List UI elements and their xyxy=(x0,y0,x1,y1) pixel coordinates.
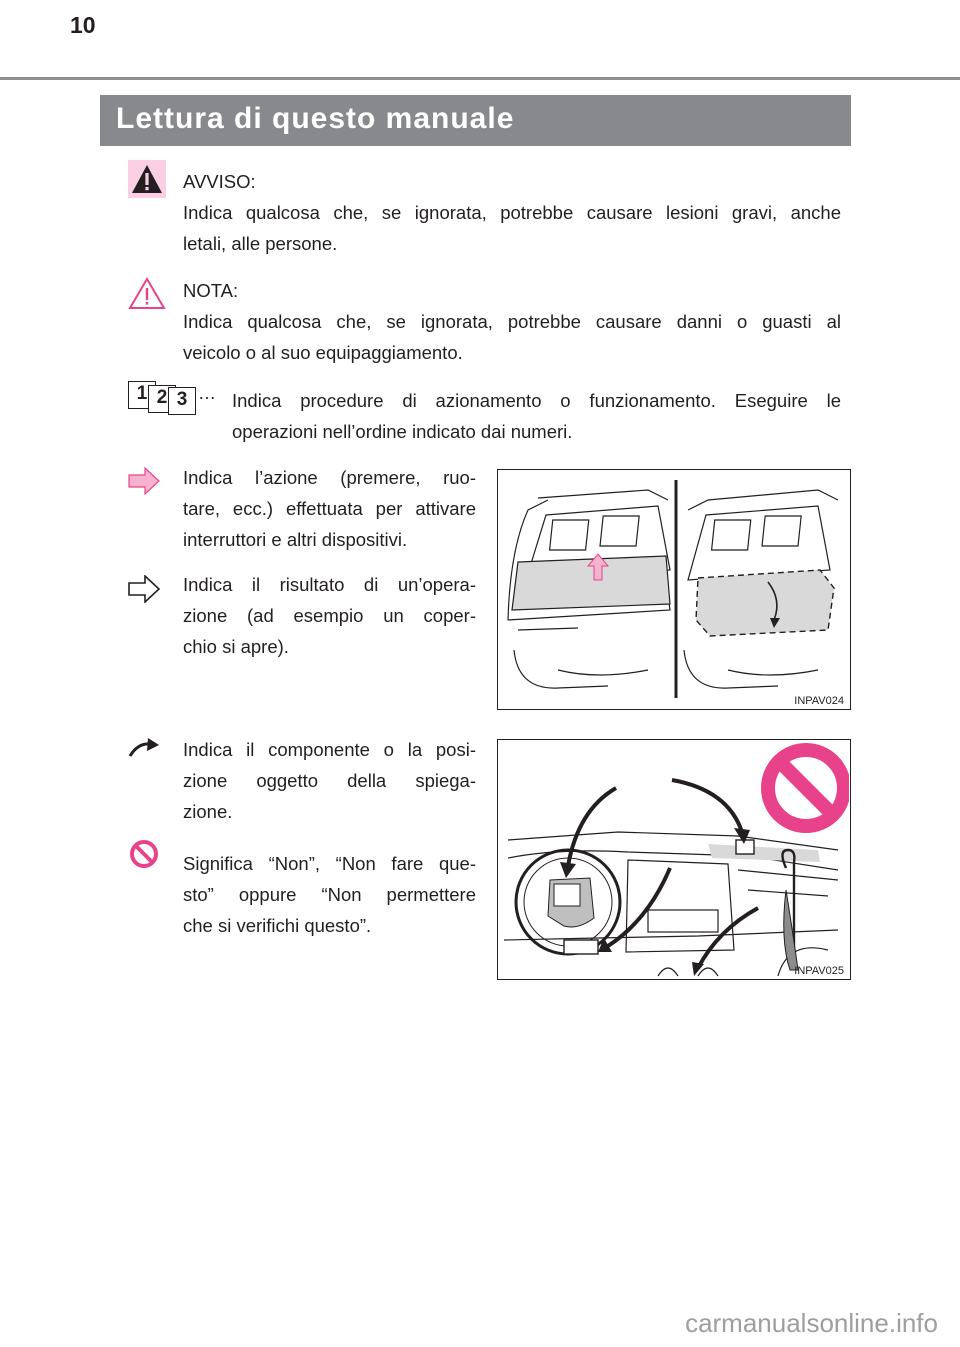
numbered-steps-icon xyxy=(128,381,222,413)
warning-label: AVVISO: xyxy=(183,171,256,192)
pointer-arrow-icon xyxy=(128,737,160,759)
dashboard-illustration xyxy=(498,740,849,978)
footer-watermark: carmanualsonline.info xyxy=(685,1308,938,1338)
notice-text-line: veicolo o al suo equipaggiamento. xyxy=(183,342,463,363)
result-arrow-icon xyxy=(128,575,160,603)
notice-block xyxy=(183,275,841,368)
action-text-line: Indica l’azione (premere, ruo- xyxy=(183,467,476,488)
warning-text-line: letali, alle persone. xyxy=(183,233,338,254)
steps-block xyxy=(232,385,841,447)
overhead-console-illustration xyxy=(498,470,849,708)
result-text-line: zione (ad esempio un coper- xyxy=(183,605,476,626)
action-arrow-icon xyxy=(128,467,160,495)
notice-icon xyxy=(128,277,166,311)
prohibited-text-line: che si verifichi questo”. xyxy=(183,915,372,936)
prohibited-block xyxy=(183,848,476,941)
step-number-box: 1 xyxy=(128,381,156,409)
component-block xyxy=(183,734,476,827)
steps-text-line: operazioni nell’ordine indicato dai numeri. xyxy=(232,421,573,442)
result-text-line: Indica il risultato di un’opera- xyxy=(183,574,476,595)
component-text-line: zione. xyxy=(183,801,233,822)
section-title: Lettura di questo manuale xyxy=(116,102,515,135)
result-block xyxy=(183,569,476,662)
component-text-line: Indica il componente o la posi- xyxy=(183,739,476,760)
step-number-box: 2 xyxy=(148,385,176,413)
steps-text-line: Indica procedure di azionamento o funzionamento. Eseguire le xyxy=(232,390,841,411)
figure-code: INPAV025 xyxy=(794,965,844,977)
prohibited-icon xyxy=(129,839,159,869)
notice-label: NOTA: xyxy=(183,280,239,301)
result-text-line: chio si apre). xyxy=(183,636,289,657)
warning-block xyxy=(183,166,841,259)
top-rule xyxy=(0,77,960,80)
figure-dashboard xyxy=(497,739,851,980)
prohibited-text-line: Significa “Non”, “Non fare que- xyxy=(183,853,476,874)
component-text-line: zione oggetto della spiega- xyxy=(183,770,476,791)
action-block xyxy=(183,462,476,555)
figure-code: INPAV024 xyxy=(794,695,844,707)
action-text-line: tare, ecc.) effettuata per attivare xyxy=(183,498,476,519)
steps-ellipsis: … xyxy=(198,383,216,403)
page-number: 10 xyxy=(70,12,96,38)
section-title-bar xyxy=(100,95,851,146)
figure-overhead-console xyxy=(497,469,851,710)
warning-icon xyxy=(128,160,166,198)
action-text-line: interruttori e altri dispositivi. xyxy=(183,529,408,550)
prohibited-text-line: sto” oppure “Non permettere xyxy=(183,884,476,905)
notice-text-line: Indica qualcosa che, se ignorata, potrebbe causare danni o guasti al xyxy=(183,311,841,332)
warning-text-line: Indica qualcosa che, se ignorata, potrebbe causare lesioni gravi, anche xyxy=(183,202,841,223)
step-number-box: 3 xyxy=(168,387,196,415)
